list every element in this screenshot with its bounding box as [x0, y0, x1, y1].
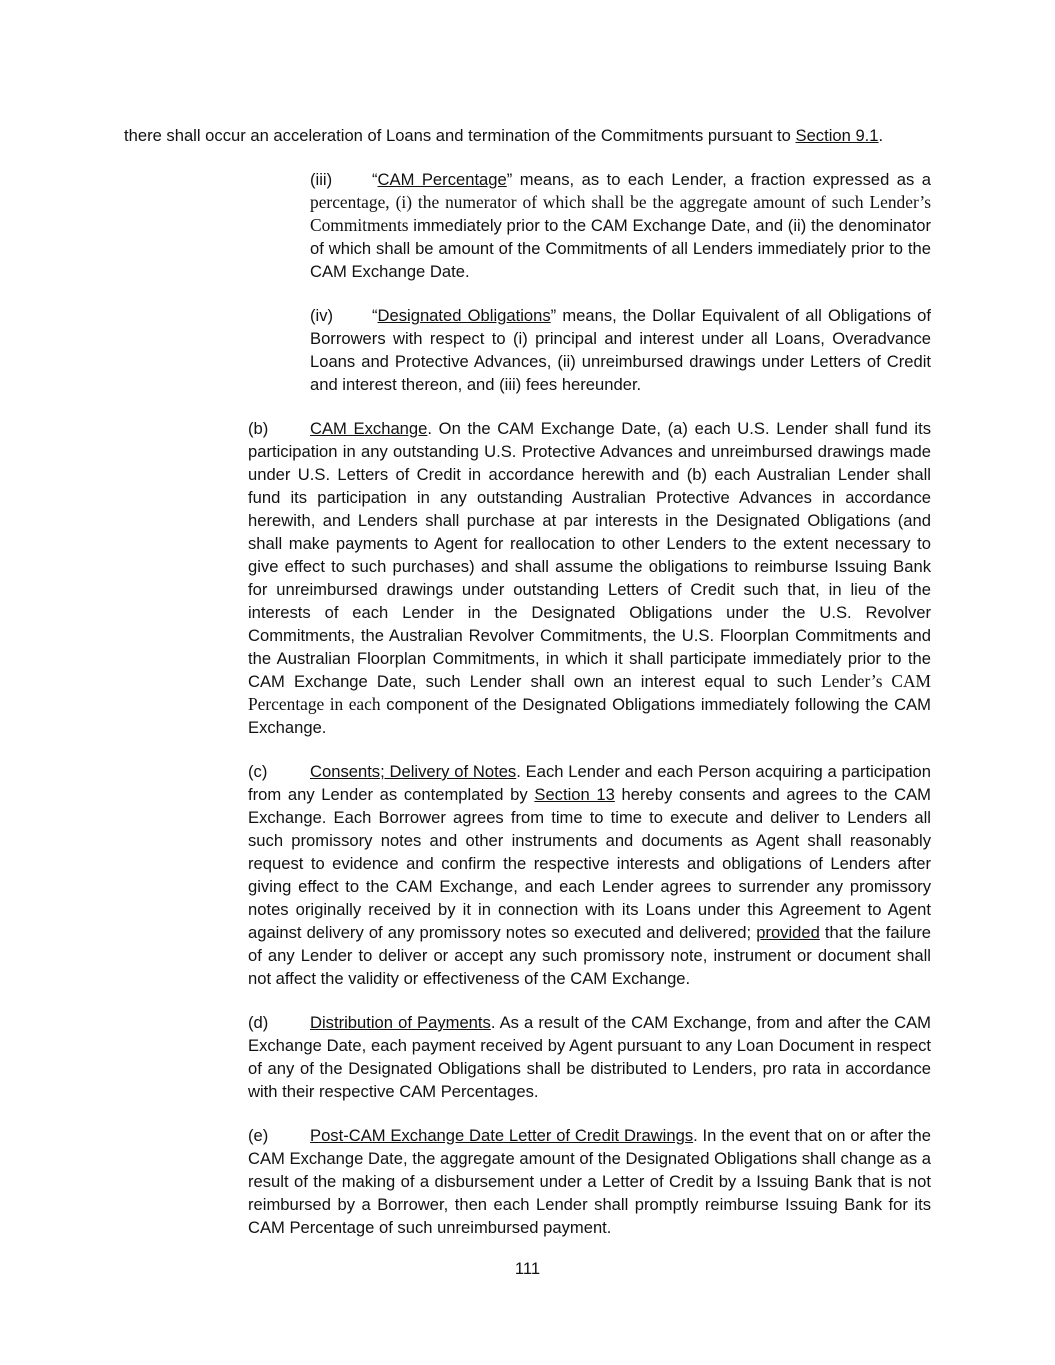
paragraph-continuation — [124, 124, 931, 147]
heading-post-cam-exchange-drawings: Post-CAM Exchange Date Letter of Credit Drawings — [310, 1126, 694, 1145]
defined-term-cam-percentage: CAM Percentage — [377, 170, 507, 189]
definition-text-rest: immediately prior to the CAM Exchange Date, and (ii) the denominator of which shall be amount of the Commitments of all Lenders immediately prior to the CAM Exchange Date. — [310, 216, 931, 281]
heading-consents-delivery-of-notes: Consents; Delivery of Notes — [310, 762, 517, 781]
open-quote: “ — [372, 306, 378, 325]
paragraph-c — [124, 760, 931, 990]
section-9-1-reference: Section 9.1 — [795, 126, 879, 145]
clause-text: . On the CAM Exchange Date, (a) each U.S. Lender shall fund its participation in any outstanding U.S. Protective Advances and unreimbursed drawings made under U.S. Letters of Credit in accordance herewith and (b) each Australian Lender shall fund its participation in any outstanding Australian Protective Advances in accordance herewith, and Lenders shall purchase at par interests in the Designated Obligations (and shall make payments to Agent for reallocation to other Lenders to the extent necessary to give effect to such purchases) and shall assume the obligations to reimburse Issuing Bank for unreimbursed drawings under outstanding Letters of Credit such that, in lieu of the interests of each Lender in the Designated Obligations under the U.S. Revolver Commitments, the Australian Revolver Commitments, the U.S. Floorplan Commitments and the Australian Floorplan Commitments, in which it shall participate immediately prior to the CAM Exchange Date, such Lender shall own an interest equal to such — [248, 419, 931, 691]
clause-text: . Each Lender and each Person acquiring a participation from any Lender as contemplated by — [248, 762, 931, 804]
clause-text-rest: component of the Designated Obligations immediately following the CAM Exchange. — [248, 695, 931, 737]
clause-text: . In the event that on or after the CAM Exchange Date, the aggregate amount of the Designated Obligations shall change as a result of the making of a disbursement under a Letter of Credit by a Issuing Bank that is not reimbursed by a Borrower, then each Lender shall promptly reimburse Issuing Bank for its CAM Percentage of such unreimbursed payment. — [248, 1126, 932, 1237]
continuation-end: . — [878, 126, 884, 145]
continuation-text: there shall occur an acceleration of Loans and termination of the Commitments pursuant to — [124, 126, 796, 145]
clause-marker-e: (e) — [248, 1126, 269, 1145]
clause-marker-iv: (iv) — [310, 306, 334, 325]
open-quote: “ — [372, 170, 378, 189]
defined-term-designated-obligations: Designated Obligations — [377, 306, 551, 325]
paragraph-d — [124, 1011, 931, 1103]
page-number: 111 — [514, 1259, 541, 1278]
clause-text-middle: hereby consents and agrees to the CAM Exchange. Each Borrower agrees from time to time to execute and deliver to Lenders all such promissory notes and other instruments and documents as Agent shall reasonably request to evidence and confirm the respective interests and obligations of Lenders after giving effect to the CAM Exchange, and each Lender agrees to surrender any promissory notes originally received by it in connection with its Loans under this Agreement to Agent against delivery of any promissory notes so executed and delivered; — [248, 785, 931, 942]
clause-marker-iii: (iii) — [310, 170, 333, 189]
clause-marker-c: (c) — [248, 762, 268, 781]
definition-text: ” means, as to each Lender, a fraction expressed as a — [506, 170, 932, 189]
clause-marker-d: (d) — [248, 1013, 269, 1032]
paragraph-b — [124, 417, 931, 739]
heading-distribution-of-payments: Distribution of Payments — [310, 1013, 491, 1032]
definition-serif-text: percentage, (i) the numerator of which shall be the aggregate amount of such Lender’s Commitments — [310, 192, 931, 235]
clause-marker-b: (b) — [248, 419, 269, 438]
heading-cam-exchange: CAM Exchange — [310, 419, 428, 438]
section-13-reference: Section 13 — [534, 785, 615, 804]
provided-term: provided — [756, 923, 820, 942]
clause-text: . As a result of the CAM Exchange, from and after the CAM Exchange Date, each payment received by Agent pursuant to any Loan Document in respect of any of the Designated Obligations shall be distributed to Lenders, pro rata in accordance with their respective CAM Percentages. — [248, 1013, 932, 1101]
paragraph-e — [124, 1124, 931, 1239]
definition-text: ” means, the Dollar Equivalent of all Obligations of Borrowers with respect to (i) principal and interest under all Loans, Overadvance Loans and Protective Advances, (ii) unreimbursed drawings under Letters of Credit and interest thereon, and (iii) fees hereunder. — [310, 306, 931, 394]
clause-serif-text: Lender’s CAM Percentage in each — [248, 671, 931, 714]
clause-text-rest: that the failure of any Lender to deliver or accept any such promissory note, instrument or document shall not affect the validity or effectiveness of the CAM Exchange. — [248, 923, 932, 988]
paragraph-iv — [124, 304, 931, 396]
document-body — [124, 124, 931, 1260]
paragraph-iii — [124, 168, 931, 283]
